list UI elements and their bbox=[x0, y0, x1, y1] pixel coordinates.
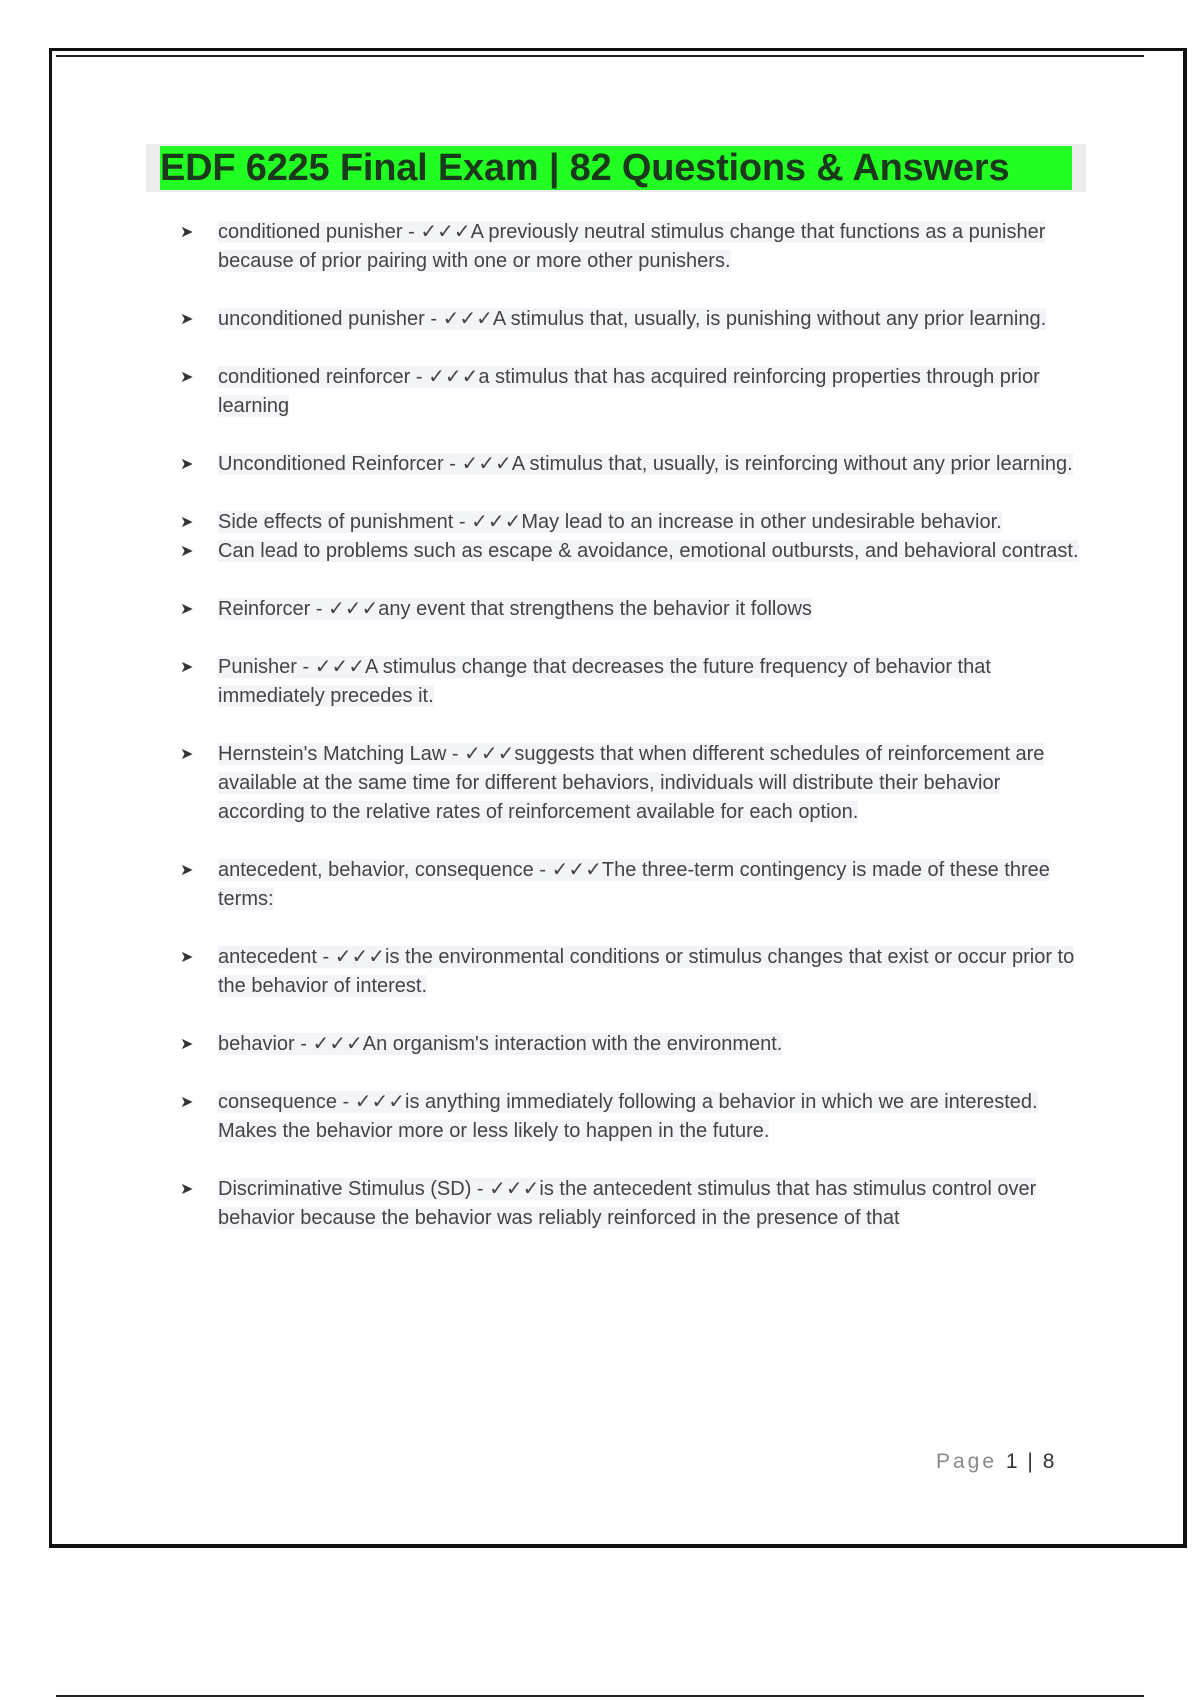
qa-list bbox=[180, 218, 1090, 1233]
arrowhead-bullet-icon: ➤ bbox=[180, 949, 194, 966]
arrowhead-bullet-icon: ➤ bbox=[180, 456, 194, 473]
qa-item-reinforcer bbox=[180, 595, 1090, 624]
qa-item-text: conditioned punisher - ✓✓✓A previously neutral stimulus change that functions as a punisher because of prior pairing with one or more other punishers. bbox=[218, 221, 1046, 272]
arrowhead-bullet-icon: ➤ bbox=[180, 224, 194, 241]
bottom-rule bbox=[56, 1695, 1144, 1697]
qa-item-text: antecedent - ✓✓✓is the environmental conditions or stimulus changes that exist or occur prior to the behavior of interest. bbox=[218, 946, 1075, 997]
qa-item-text: Punisher - ✓✓✓A stimulus change that decreases the future frequency of behavior that immediately precedes it. bbox=[218, 656, 991, 707]
arrowhead-bullet-icon: ➤ bbox=[180, 862, 194, 879]
qa-item-antecedent bbox=[180, 943, 1090, 1001]
qa-item-side-effects-of-punishment bbox=[180, 508, 1090, 537]
page-separator: | bbox=[1027, 1450, 1034, 1473]
arrowhead-bullet-icon: ➤ bbox=[180, 746, 194, 763]
qa-item-conditioned-reinforcer bbox=[180, 363, 1090, 421]
arrowhead-bullet-icon: ➤ bbox=[180, 514, 194, 531]
qa-item-side-effects-continued bbox=[180, 537, 1090, 566]
page-number bbox=[936, 1450, 1055, 1474]
qa-item-text: Unconditioned Reinforcer - ✓✓✓A stimulus that, usually, is reinforcing without any prior learning. bbox=[218, 453, 1073, 475]
qa-item-conditioned-punisher bbox=[180, 218, 1090, 276]
arrowhead-bullet-icon: ➤ bbox=[180, 311, 194, 328]
qa-item-text: Side effects of punishment - ✓✓✓May lead to an increase in other undesirable behavior. bbox=[218, 511, 1002, 533]
qa-item-text: Discriminative Stimulus (SD) - ✓✓✓is the antecedent stimulus that has stimulus control over behavior because the behavior was reliably reinforced in the presence of that bbox=[218, 1178, 1037, 1229]
qa-item-unconditioned-reinforcer bbox=[180, 450, 1090, 479]
qa-item-matching-law bbox=[180, 740, 1090, 827]
qa-item-text: consequence - ✓✓✓is anything immediately following a behavior in which we are interested. Makes the behavior more or less likely to happen in the future. bbox=[218, 1091, 1038, 1142]
qa-item-text: Reinforcer - ✓✓✓any event that strengthens the behavior it follows bbox=[218, 598, 812, 620]
qa-item-text: unconditioned punisher - ✓✓✓A stimulus that, usually, is punishing without any prior learning. bbox=[218, 308, 1047, 330]
qa-item-consequence bbox=[180, 1088, 1090, 1146]
qa-item-unconditioned-punisher bbox=[180, 305, 1090, 334]
arrowhead-bullet-icon: ➤ bbox=[180, 601, 194, 618]
qa-item-discriminative-stimulus bbox=[180, 1175, 1090, 1233]
qa-item-text: conditioned reinforcer - ✓✓✓a stimulus that has acquired reinforcing properties through prior learning bbox=[218, 366, 1040, 417]
total-pages: 8 bbox=[1042, 1450, 1056, 1473]
page-label: Page bbox=[936, 1450, 998, 1473]
arrowhead-bullet-icon: ➤ bbox=[180, 659, 194, 676]
qa-item-text: Hernstein's Matching Law - ✓✓✓suggests that when different schedules of reinforcement are available at the same time for different behaviors, individuals will distribute their behavior according to the relative rates of reinforcement available for each option. bbox=[218, 743, 1045, 823]
qa-item-punisher bbox=[180, 653, 1090, 711]
qa-item-text: Can lead to problems such as escape & avoidance, emotional outbursts, and behavioral contrast. bbox=[218, 540, 1079, 562]
qa-item-three-term-contingency bbox=[180, 856, 1090, 914]
arrowhead-bullet-icon: ➤ bbox=[180, 1094, 194, 1111]
arrowhead-bullet-icon: ➤ bbox=[180, 543, 194, 560]
arrowhead-bullet-icon: ➤ bbox=[180, 1181, 194, 1198]
arrowhead-bullet-icon: ➤ bbox=[180, 1036, 194, 1053]
qa-item-behavior bbox=[180, 1030, 1090, 1059]
current-page: 1 bbox=[1005, 1450, 1019, 1473]
qa-item-text: antecedent, behavior, consequence - ✓✓✓The three-term contingency is made of these three terms: bbox=[218, 859, 1050, 910]
qa-item-text: behavior - ✓✓✓An organism's interaction with the environment. bbox=[218, 1033, 783, 1055]
arrowhead-bullet-icon: ➤ bbox=[180, 369, 194, 386]
document-title: EDF 6225 Final Exam | 82 Questions & Answers bbox=[160, 146, 1072, 190]
